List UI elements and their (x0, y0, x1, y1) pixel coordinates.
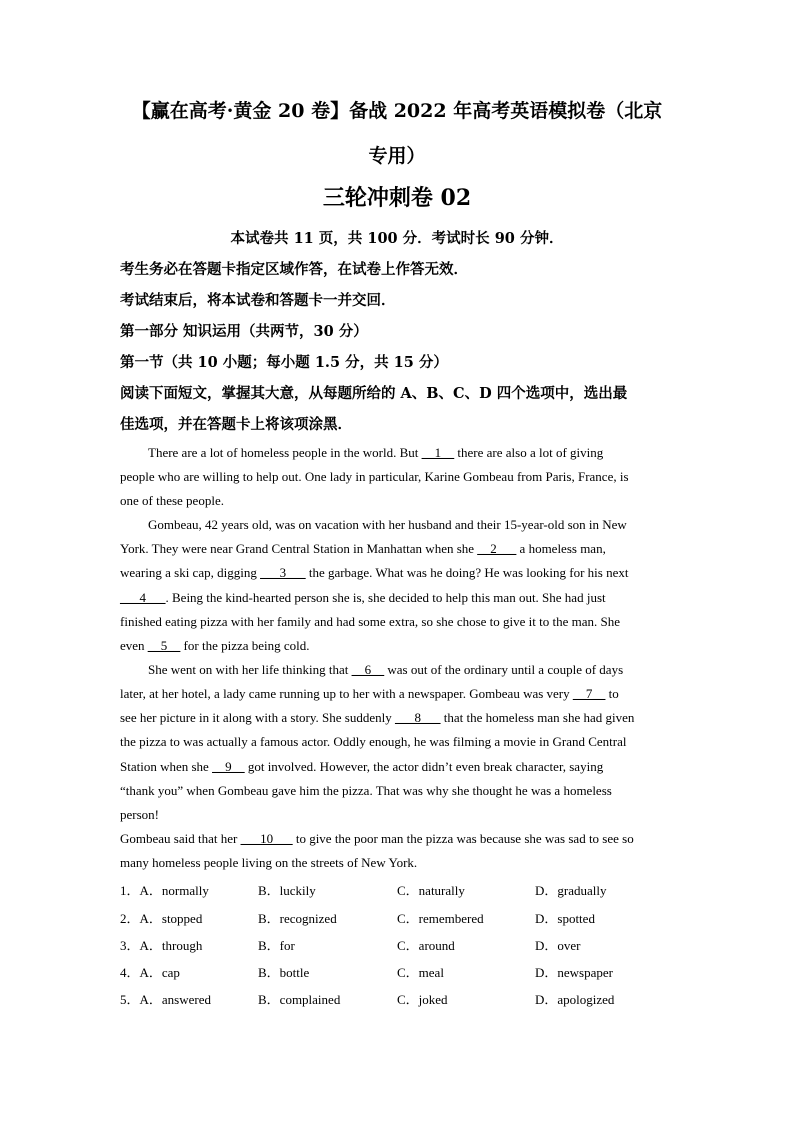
directions-line-2: 佳选项，并在答题卡上将该项涂黑． (120, 416, 352, 433)
passage-line: Gombeau, 42 years old, was on vacation with her husband and their 15-year-old son in New (148, 517, 627, 532)
page-title-line2: 专用） (368, 145, 426, 167)
blank-7: __7__ (572, 686, 606, 701)
option-c: C．remembered (397, 911, 484, 926)
passage-line: see her picture in it along with a story. She suddenly ___8___ that the homeless man she had given (120, 710, 635, 725)
blank-9: __9__ (212, 759, 245, 774)
option-d: D．apologized (535, 992, 615, 1007)
passage-line: York. They were near Grand Central Station in Manhattan when she __2___ a homeless man, (120, 541, 606, 556)
passage-line: person! (120, 807, 159, 822)
directions-line-1: 阅读下面短文，掌握其大意，从每题所给的 A、B、C、D 四个选项中，选出最 (120, 385, 628, 402)
option-b: B．bottle (258, 965, 310, 980)
page-title-line1: 【赢在高考·黄金 20 卷】备战 2022 年高考英语模拟卷（北京 (131, 100, 663, 122)
page-subtitle: 三轮冲刺卷 02 (322, 185, 472, 211)
blank-3: ___3___ (260, 565, 306, 580)
blank-8: ___8___ (395, 710, 441, 725)
option-d: D．newspaper (535, 965, 613, 980)
part-heading: 第一部分 知识运用（共两节，30 分） (120, 323, 368, 340)
passage-line: Station when she __9__ got involved. However, the actor didn’t even break character, saying (120, 759, 604, 774)
blank-6: __6__ (351, 662, 385, 677)
passage-line: Gombeau said that her ___10___ to give the poor man the pizza was because she was sad to see so (120, 831, 634, 846)
passage-line: later, at her hotel, a lady came running up to her with a newspaper. Gombeau was very __7__ to (120, 686, 619, 701)
option-a: 3．A．through (120, 938, 203, 953)
passage-line: wearing a ski cap, digging ___3___ the garbage. What was he doing? He was looking for his next (120, 565, 629, 580)
option-d: D．gradually (535, 883, 607, 898)
option-b: B．luckily (258, 883, 316, 898)
rule-1: 考生务必在答题卡指定区域作答，在试卷上作答无效． (120, 261, 468, 278)
passage-line: “thank you” when Gombeau gave him the pizza. That was why she thought he was a homeless (120, 783, 612, 798)
passage-line: There are a lot of homeless people in the world. But __1__ there are also a lot of giving (148, 445, 604, 460)
passage-line: one of these people. (120, 493, 224, 508)
passage-line: even __5__ for the pizza being cold. (120, 638, 310, 653)
option-a: 4．A．cap (120, 965, 180, 980)
option-b: B．for (258, 938, 295, 953)
blank-10: ___10___ (240, 831, 293, 846)
blank-2: __2___ (477, 541, 517, 556)
passage-line: She went on with her life thinking that __6__ was out of the ordinary until a couple of days (148, 662, 624, 677)
option-c: C．naturally (397, 883, 465, 898)
passage-line: many homeless people living on the streets of New York. (120, 855, 418, 870)
passage-line: people who are willing to help out. One lady in particular, Karine Gombeau from Paris, France, is (120, 469, 629, 484)
passage-line: finished eating pizza with her family and had some extra, so she chose to give it to the man. She (120, 614, 621, 629)
option-c: C．joked (397, 992, 448, 1007)
option-a: 2．A．stopped (120, 911, 203, 926)
option-a: 5．A．answered (120, 992, 211, 1007)
rule-2: 考试结束后，将本试卷和答题卡一并交回． (120, 292, 396, 309)
exam-info: 本试卷共 11 页，共 100 分．考试时长 90 分钟． (230, 230, 564, 247)
option-c: C．around (397, 938, 455, 953)
option-b: B．complained (258, 992, 341, 1007)
option-a: 1．A．normally (120, 883, 209, 898)
option-c: C．meal (397, 965, 444, 980)
passage-line: the pizza to was actually a famous actor. Oddly enough, he was filming a movie in Grand Central (120, 734, 627, 749)
blank-1: __1__ (421, 445, 455, 460)
passage-line: ___4___. Being the kind-hearted person she is, she decided to help this man out. She had just (120, 590, 606, 605)
section-heading: 第一节（共 10 小题；每小题 1.5 分，共 15 分） (120, 354, 448, 371)
blank-5: __5__ (147, 638, 181, 653)
blank-4: ___4___ (120, 590, 166, 605)
option-d: D．spotted (535, 911, 595, 926)
option-b: B．recognized (258, 911, 337, 926)
option-d: D．over (535, 938, 581, 953)
